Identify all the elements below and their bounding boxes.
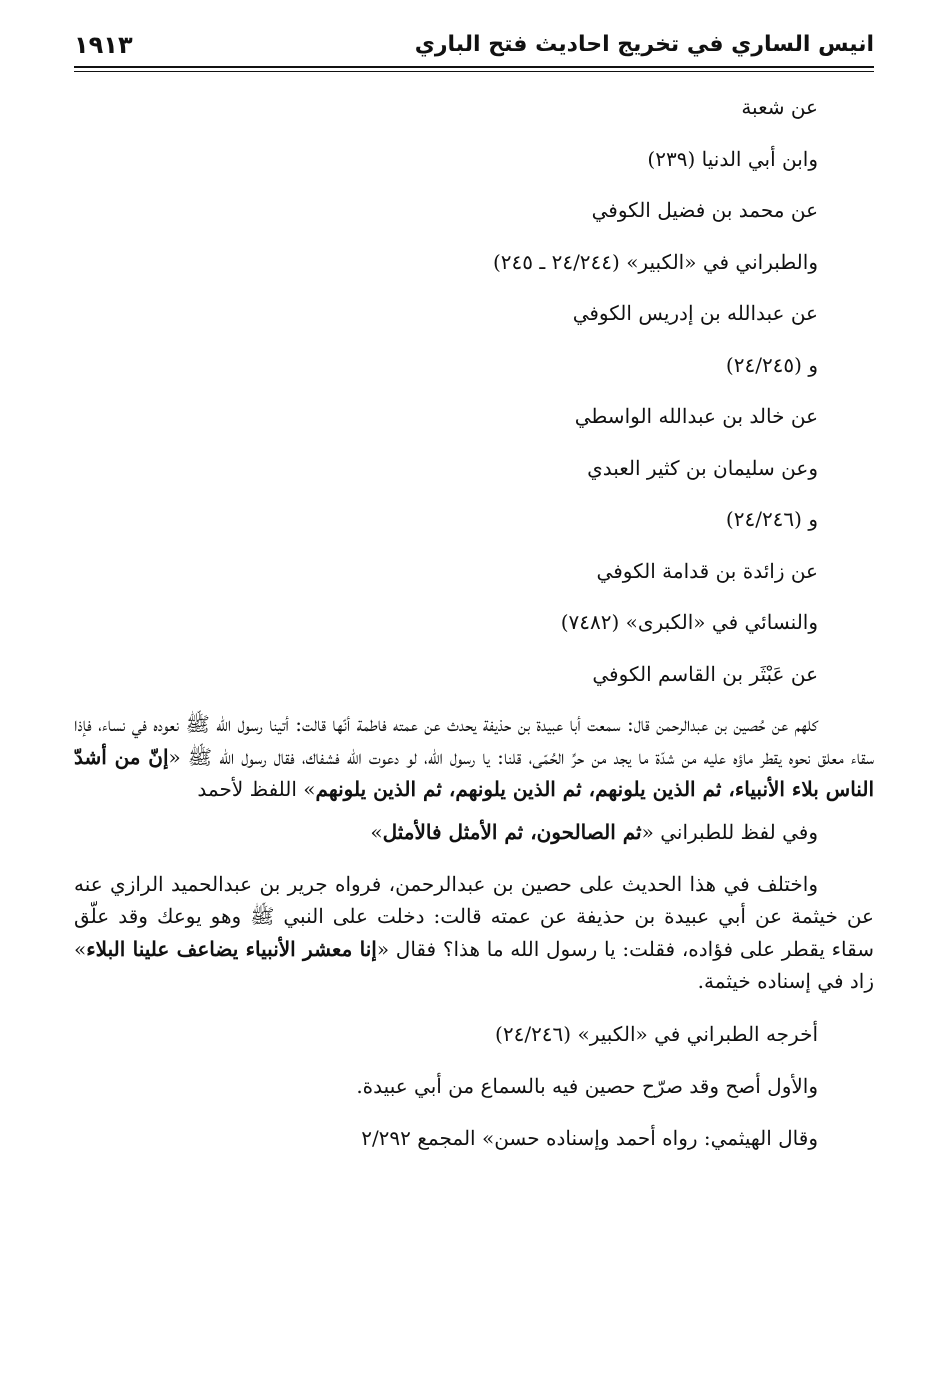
chain-line: عن خالد بن عبدالله الواسطي (574, 404, 818, 428)
chain-line: و (٢٤/٢٤٦) (725, 507, 818, 531)
chain-line: عن محمد بن فضيل الكوفي (591, 198, 818, 222)
header-rule (74, 66, 874, 68)
page-header (74, 28, 874, 68)
chain-line: وابن أبي الدنيا (٢٣٩) (647, 146, 818, 171)
hadith-quote: ثم الصالحون، ثم الأمثل فالأمثل (382, 819, 642, 844)
hadith-quote: إنا معشر الأنبياء يضاعف علينا البلاء (86, 936, 377, 961)
closing-line: وقال الهيثمي: رواه أحمد وإسناده حسن» المجمع ٢/٢٩٢ (361, 1125, 818, 1150)
chain-line: و (٢٤/٢٤٥) (725, 352, 818, 377)
book-title: انيس الساري في تخريج احاديث فتح الباري (414, 32, 874, 57)
chain-line: عن عَبْثَر بن القاسم الكوفي (592, 661, 818, 686)
discussion-paragraph (74, 868, 874, 998)
paragraph-text: وفي لفظ للطبراني « (641, 819, 818, 844)
chain-line: عن عبدالله بن إدريس الكوفي (572, 301, 818, 325)
page-number: ١٩١٣ (74, 31, 133, 59)
variant-line (74, 806, 874, 858)
chain-line: عن زائدة بن قدامة الكوفي (596, 558, 818, 583)
hadith-quote: إنّ من أشدّ الناس بلاء الأنبياء، ثم الذين يلونهم، ثم الذين يلونهم، ثم الذين يلونهم (74, 744, 874, 801)
paragraph-text: كلهم عن حُصين بن عبدالرحمن قال: سمعت أبا عبيدة بن حذيفة يحدث عن عمته فاطمة أنّها قالت: أتينا رسول الله ﷺ نعوده في نساء، فإذا سقاء معلق نحوه يقطر ماؤه عليه من شدّة ما يجد من حرِّ الحُمّى، قلنا: يا رسول الله، لو دعوت الله فشفاك، فقال رسول الله ﷺ « (74, 712, 874, 769)
chain-line: وعن سليمان بن كثير العبدي (587, 455, 818, 480)
header-rule-thin (74, 71, 874, 72)
paragraph-text: » (370, 819, 383, 844)
page-body (74, 82, 874, 1164)
hadith-paragraph (74, 708, 874, 806)
closing-line: والأول أصح وقد صرّح حصين فيه بالسماع من أبي عبيدة. (356, 1073, 818, 1098)
closing-line: أخرجه الطبراني في «الكبير» (٢٤/٢٤٦) (495, 1021, 818, 1046)
chain-line: والنسائي في «الكبرى» (٧٤٨٢) (560, 610, 818, 634)
paragraph-text: واختلف في هذا الحديث على حصين بن عبدالرحمن، فرواه جرير بن عبدالحميد الرازي عنه عن خيثمة عن أبي عبيدة بن حذيفة عن عمته قالت: دخلت على النبي ﷺ وهو يوعك وقد علّق سقاء يقطر على فؤاده، فقلت: يا رسول الله ما هذا؟ فقال « (74, 871, 874, 961)
paragraph-text: » زاد في إسناده خيثمة. (74, 936, 874, 993)
chain-line: والطبراني في «الكبير» (٢٤/٢٤٤ ـ ٢٤٥) (492, 249, 818, 274)
chain-line: عن شعبة (741, 95, 818, 119)
paragraph-text: » اللفظ لأحمد (197, 777, 316, 801)
